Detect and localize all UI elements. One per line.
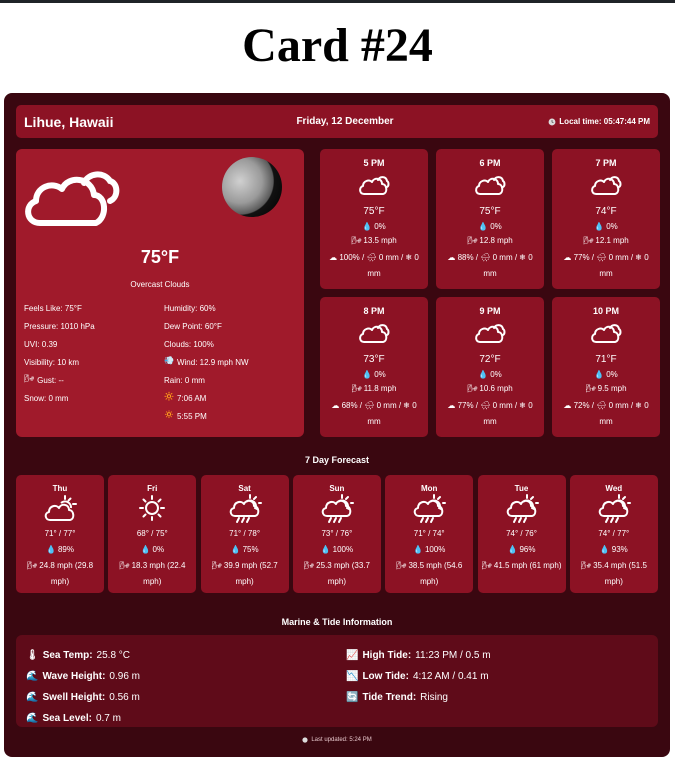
hour-wind [436,236,544,245]
stat-humidity: Humidity: 60% [164,304,216,313]
marine-row [26,645,140,666]
stat-sunset [164,411,300,429]
day-range: 71° / 78° [229,529,261,538]
gust-icon: 🌬 [351,383,362,393]
hour-extra [552,398,660,430]
hourly-card [436,149,544,289]
current-temperature: 75°F [140,247,180,267]
day-wind-text: 39.9 mph (52.7 mph) [223,561,278,586]
gust-icon: 🌬 [303,561,314,570]
marine-value: 25.8 °C [96,650,131,661]
marine-row [346,687,491,708]
day-wind [293,558,381,590]
day-wind-text: 35.4 mph (51.5 mph) [593,561,647,586]
hour-wind-text: 10.6 mph [479,384,513,393]
hourly-card [552,297,660,437]
day-name: Tue [514,484,529,493]
hour-extra-text: 77% / 🌧 0 mm / ❄ 0 mm [573,253,649,278]
hour-precip-text: 0% [490,222,502,231]
wave-icon: 🌊 [26,691,39,703]
day-precip [385,545,473,554]
day-name: Fri [147,484,158,493]
stat-gust-text: Gust: -- [37,376,64,385]
wind-icon: 💨 [164,356,174,365]
local-time [450,117,650,126]
current-weather-panel [16,149,304,437]
day-range: 71° / 74° [413,529,445,538]
hour-wind-text: 11.8 mph [363,384,397,393]
hourly-forecast [320,149,662,437]
hour-wind [436,384,544,393]
footer [4,737,670,743]
hour-extra-text: 77% / 🌧 0 mm / ❄ 0 mm [457,401,533,426]
sun-rain-icon [385,494,473,522]
wave-icon: 🌊 [26,712,39,724]
hour-extra [436,398,544,430]
stat-rain: Rain: 0 mm [164,376,205,385]
day-card [478,475,566,593]
cloud-icon [320,322,428,346]
marine-row [346,645,491,666]
day-wind [385,558,473,590]
stat-visibility: Visibility: 10 km [24,358,79,367]
sunrise-icon: 🔆 [164,392,174,401]
cloud-icon [22,167,120,229]
droplet-icon: 💧 [478,369,489,379]
gust-icon: 🌬 [585,383,596,393]
day-range: 71° / 77° [44,529,76,538]
droplet-icon: 💧 [478,221,489,231]
day-name: Sun [329,484,345,493]
hour-temp: 71°F [595,354,617,365]
hour-extra [320,250,428,282]
day-wind-text: 41.5 mph (61 mph) [493,561,562,570]
gust-icon: 🌬 [481,561,492,570]
day-name: Mon [420,484,438,493]
hour-time: 7 PM [595,158,617,168]
day-wind [16,558,104,590]
hour-precip [320,370,428,379]
droplet-icon: 💧 [46,544,56,554]
day-precip [201,545,289,554]
marine-label: Tide Trend: [362,692,417,703]
stat-feels-like: Feels Like: 75°F [24,304,82,313]
day-card [201,475,289,593]
card-header [16,105,658,138]
marine-value: Rising [420,692,448,703]
marine-label: Sea Level: [42,713,92,724]
wave-icon: 🌊 [26,670,39,682]
sun-rain-icon [201,494,289,522]
hour-extra [436,250,544,282]
hour-precip-text: 0% [606,370,618,379]
sunset-icon: 🔅 [164,410,174,419]
stat-wind [164,357,300,375]
weekly-title: 7 Day Forecast [304,455,370,465]
hour-extra [552,250,660,282]
marine-label: High Tide: [362,650,412,661]
day-precip-text: 100% [424,545,446,554]
hour-time: 9 PM [479,306,501,316]
weather-card [4,93,670,757]
hourly-card [320,297,428,437]
hour-extra-text: 88% / 🌧 0 mm / ❄ 0 mm [457,253,533,278]
chart-up-icon: 📈 [346,649,359,661]
day-card [16,475,104,593]
marine-value: 0.96 m [109,671,140,682]
day-wind [108,558,196,590]
thermometer-icon: 🌡 [26,649,39,661]
stat-sunset-text: 5:55 PM [176,412,207,421]
marine-label: Sea Temp: [42,650,93,661]
droplet-icon: 💧 [320,544,331,554]
hour-temp: 73°F [363,354,385,365]
day-wind [201,558,289,590]
gust-icon: 🌬 [211,561,222,570]
stat-wind-text: Wind: 12.9 mph NW [176,358,249,367]
day-range: 74° / 76° [506,529,537,538]
day-wind-text: 24.8 mph (29.8 mph) [39,561,94,586]
hour-wind [552,236,660,245]
day-precip [478,545,566,554]
marine-value: 4:12 AM / 0.41 m [412,671,489,682]
gust-icon: 🌬 [583,235,594,245]
chart-down-icon: 📉 [346,670,359,682]
stat-spacer [24,411,164,429]
hour-precip [320,222,428,231]
day-precip-text: 75% [242,545,259,554]
stat-gust [24,375,164,393]
hourly-card [320,149,428,289]
day-wind [570,558,658,590]
stat-clouds: Clouds: 100% [164,340,214,349]
gust-icon: 🌬 [119,561,130,570]
day-precip [570,545,658,554]
hour-time: 10 PM [592,306,619,316]
hour-wind [320,236,428,245]
hour-precip [436,222,544,231]
cloud-small-icon: ☁ [563,401,572,410]
gust-icon: 🌬 [24,374,35,383]
weekly-forecast [16,475,662,593]
droplet-icon: 💧 [507,544,518,554]
stat-pressure: Pressure: 1010 hPa [24,322,95,331]
droplet-icon: 💧 [594,369,605,379]
hour-wind-text: 13.5 mph [363,236,397,245]
day-wind-text: 18.3 mph (22.4 mph) [131,561,186,586]
hour-precip [552,222,660,231]
stat-sunrise-text: 7:06 AM [176,394,207,403]
hour-wind-text: 12.8 mph [479,236,513,245]
current-date: Friday, 12 December [296,116,394,127]
gust-icon: 🌬 [580,561,591,570]
sun-icon [108,494,196,522]
day-range: 74° / 77° [598,529,630,538]
cloud-icon [436,174,544,198]
day-precip [293,545,381,554]
stat-sunrise [164,393,300,411]
location-name: Lihue, Hawaii [24,113,114,130]
cloud-small-icon: ☁ [329,253,338,262]
hour-wind [552,384,660,393]
droplet-icon: 💧 [362,221,373,231]
clock-icon [548,118,556,126]
hour-wind [320,384,428,393]
hour-temp: 72°F [479,354,501,365]
hour-time: 8 PM [363,306,385,316]
current-stats [24,303,300,429]
cloud-icon [552,322,660,346]
gust-icon: 🌬 [396,561,407,570]
droplet-icon: 💧 [412,544,423,554]
clock-icon [302,737,308,743]
cloud-small-icon: ☁ [331,401,340,410]
hour-extra [320,398,428,430]
partly-cloudy-icon [16,494,104,522]
day-wind-text: 38.5 mph (54.6 mph) [408,561,463,586]
hour-precip [436,370,544,379]
page-title: Card #24 [242,19,433,72]
gust-icon: 🌬 [467,235,478,245]
hour-time: 5 PM [363,158,385,168]
marine-value: 0.56 m [109,692,140,703]
day-range: 68° / 75° [136,529,168,538]
sun-rain-icon [478,494,566,522]
droplet-icon: 💧 [140,544,151,554]
marine-label: Swell Height: [42,692,106,703]
day-name: Sat [238,484,251,493]
sun-rain-icon [293,494,381,522]
cloud-small-icon: ☁ [447,401,456,410]
cloud-icon [436,322,544,346]
day-precip-text: 89% [57,545,74,554]
stat-uvi: UVI: 0.39 [24,340,58,349]
refresh-icon: 🔄 [346,691,359,703]
day-name: Thu [52,484,68,493]
day-card [385,475,473,593]
hour-extra-text: 72% / 🌧 0 mm / ❄ 0 mm [573,401,649,426]
stat-snow: Snow: 0 mm [24,394,69,403]
marine-value: 0.7 m [95,713,121,724]
marine-right-column [346,645,491,708]
droplet-icon: 💧 [594,221,605,231]
day-card [108,475,196,593]
hour-precip-text: 0% [490,370,502,379]
marine-label: Wave Height: [42,671,106,682]
cloud-small-icon: ☁ [563,253,572,262]
cloud-icon [552,174,660,198]
hour-wind-text: 9.5 mph [597,384,627,393]
hour-temp: 75°F [479,206,501,217]
day-range: 73° / 76° [321,529,353,538]
day-precip [16,545,104,554]
gust-icon: 🌬 [467,383,478,393]
sun-rain-icon [570,494,658,522]
marine-row [346,666,491,687]
marine-title: Marine & Tide Information [281,617,393,627]
local-time-text: Local time: 05:47:44 PM [559,117,650,126]
marine-panel [16,635,658,727]
hour-time: 6 PM [479,158,501,168]
marine-label: Low Tide: [362,671,409,682]
day-precip [108,545,196,554]
marine-value: 11:23 PM / 0.5 m [415,650,491,661]
hour-precip-text: 0% [374,222,386,231]
day-card [570,475,658,593]
day-precip-text: 93% [611,545,628,554]
hour-extra-text: 100% / 🌧 0 mm / ❄ 0 mm [339,253,419,278]
hourly-card [436,297,544,437]
last-updated: Last updated: 5:24 PM [311,737,372,743]
day-card [293,475,381,593]
hour-precip [552,370,660,379]
cloud-small-icon: ☁ [447,253,456,262]
droplet-icon: 💧 [362,369,373,379]
droplet-icon: 💧 [599,544,610,554]
gust-icon: 🌬 [351,235,362,245]
hour-temp: 74°F [595,206,617,217]
marine-row [26,687,140,708]
day-wind-text: 25.3 mph (33.7 mph) [316,561,370,586]
stat-dew-point: Dew Point: 60°F [164,322,222,331]
day-precip-text: 0% [152,545,165,554]
moon-phase-icon [222,157,282,217]
droplet-icon: 💧 [230,544,241,554]
gust-icon: 🌬 [26,561,38,570]
hour-precip-text: 0% [374,370,386,379]
marine-left-column [26,645,140,729]
hourly-card [552,149,660,289]
weather-description: Overcast Clouds [130,280,190,289]
hour-wind-text: 12.1 mph [595,236,629,245]
hour-extra-text: 68% / 🌧 0 mm / ❄ 0 mm [341,401,417,426]
cloud-icon [320,174,428,198]
day-precip-text: 96% [519,545,536,554]
day-wind [478,558,566,574]
marine-row [26,666,140,687]
top-border [0,0,675,3]
day-name: Wed [605,484,623,493]
marine-row [26,708,140,729]
day-precip-text: 100% [332,545,354,554]
hour-precip-text: 0% [606,222,618,231]
hour-temp: 75°F [363,206,385,217]
